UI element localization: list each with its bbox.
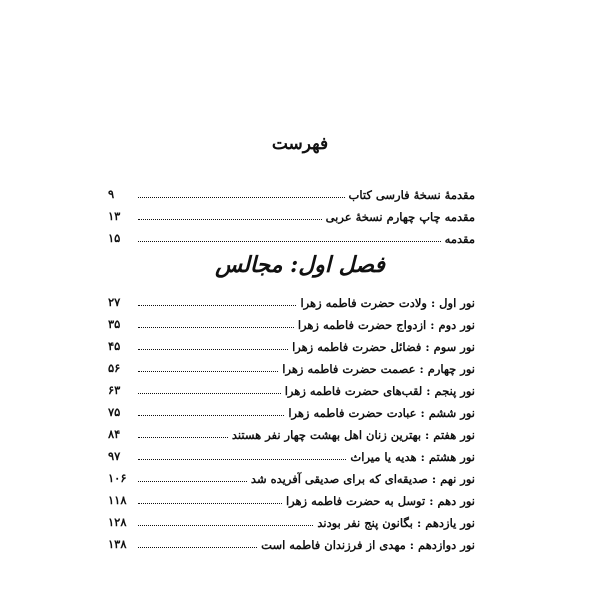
toc-row[interactable] — [108, 508, 475, 530]
toc-page-number: ۳۵ — [108, 317, 121, 331]
toc-row[interactable] — [108, 288, 475, 310]
toc-page-number: ۸۴ — [108, 427, 121, 441]
dot-leader — [138, 437, 228, 438]
toc-label: نور دوم : ازدواج حضرت فاطمه زهرا — [297, 318, 475, 332]
toc-label: نور پنجم : لقب‌های حضرت فاطمه زهرا — [284, 384, 475, 398]
toc-row[interactable] — [108, 486, 475, 508]
toc-row[interactable] — [108, 420, 475, 442]
toc-label: مقدمه — [444, 232, 475, 246]
toc-page-number: ۱۱۸ — [108, 493, 127, 507]
toc-label: نور هفتم : بهترین زنان اهل بهشت چهار نفر هستند — [231, 428, 475, 442]
toc-row[interactable] — [108, 180, 475, 202]
toc-page-number: ۷۵ — [108, 405, 121, 419]
toc-page-number: ۱۵ — [108, 231, 121, 245]
toc-label: نور ششم : عبادت حضرت فاطمه زهرا — [288, 406, 475, 420]
toc-row[interactable] — [108, 202, 475, 224]
toc-row[interactable] — [108, 442, 475, 464]
toc-label: مقدمهٔ نسخهٔ فارسی کتاب — [348, 188, 475, 202]
dot-leader — [138, 197, 345, 198]
toc-label: نور چهارم : عصمت حضرت فاطمه زهرا — [282, 362, 475, 376]
page-title: فهرست — [271, 134, 329, 154]
dot-leader — [138, 415, 284, 416]
toc-label: نور نهم : صدیقه‌ای که برای صدیقی آفریده شد — [250, 472, 475, 486]
dot-leader — [138, 219, 322, 220]
toc-row[interactable] — [108, 332, 475, 354]
dot-leader — [138, 525, 313, 526]
intro-list — [108, 180, 475, 246]
toc-page-number: ۱۲۸ — [108, 515, 127, 529]
dot-leader — [138, 305, 296, 306]
dot-leader — [138, 503, 282, 504]
toc-label: مقدمه چاپ چهارم نسخهٔ عربی — [325, 210, 475, 224]
dot-leader — [138, 327, 294, 328]
toc-label: نور سوم : فضائل حضرت فاطمه زهرا — [292, 340, 475, 354]
dot-leader — [138, 481, 247, 482]
toc-page-number: ۴۵ — [108, 339, 121, 353]
dot-leader — [138, 547, 257, 548]
chapter-heading: فصل اول: مجالس — [215, 252, 385, 278]
toc-row[interactable] — [108, 376, 475, 398]
toc-row[interactable] — [108, 398, 475, 420]
toc-page-number: ۶۳ — [108, 383, 121, 397]
toc-page-number: ۱۳ — [108, 209, 121, 223]
toc-label: نور دوازدهم : مهدی از فرزندان فاطمه است — [261, 538, 475, 552]
toc-label: نور هشتم : هدیه یا میراث — [350, 450, 475, 464]
dot-leader — [138, 371, 278, 372]
toc-page-number: ۱۳۸ — [108, 537, 127, 551]
toc-row[interactable] — [108, 464, 475, 486]
dot-leader — [138, 241, 441, 242]
chapter-list — [108, 288, 475, 552]
toc-label: نور اول : ولادت حضرت فاطمه زهرا — [300, 296, 475, 310]
toc-row[interactable] — [108, 354, 475, 376]
toc-row[interactable] — [108, 224, 475, 246]
dot-leader — [138, 393, 281, 394]
toc-row[interactable] — [108, 310, 475, 332]
toc-label: نور یازدهم : بگانون پنج نفر بودند — [317, 516, 475, 530]
toc-row[interactable] — [108, 530, 475, 552]
dot-leader — [138, 459, 346, 460]
toc-page-number: ۱۰۶ — [108, 471, 127, 485]
toc-page-number: ۹۷ — [108, 449, 121, 463]
toc-page-number: ۵۶ — [108, 361, 121, 375]
dot-leader — [138, 349, 288, 350]
toc-page-number: ۲۷ — [108, 295, 121, 309]
toc-page-number: ۹ — [108, 187, 115, 201]
toc-label: نور دهم : توسل به حضرت فاطمه زهرا — [285, 494, 475, 508]
